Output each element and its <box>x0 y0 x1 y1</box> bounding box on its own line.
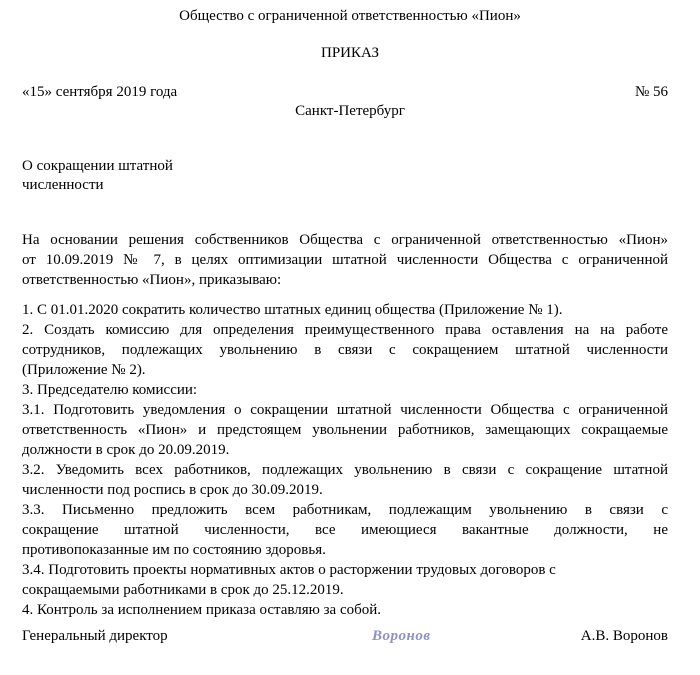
item-3-4-line: сокращаемыми работниками в срок до 25.12.2019. <box>22 582 344 598</box>
item-4: 4. Контроль за исполнением приказа оставляю за собой. <box>22 602 382 618</box>
item-3-1-line: ответственность «Пион» и предстоящем увольнении работников, замещающих сокращаемые <box>22 422 668 438</box>
preamble-line: от 10.09.2019 № 7, в целях оптимизации штатной численности Общества с ограниченной <box>22 252 668 268</box>
item-3-3-line: 3.3. Письменно предложить всем работникам, подлежащим увольнению в связи с <box>22 502 668 518</box>
item-3-2-line: численности под роспись в срок до 30.09.2019. <box>22 482 323 498</box>
order-items <box>22 300 668 620</box>
item-3-1-line: должности в срок до 20.09.2019. <box>22 442 230 458</box>
item-2-line: сотрудников, подлежащих увольнению в связи с сокращением штатной численности <box>22 342 668 358</box>
item-1: 1. С 01.01.2020 сократить количество штатных единиц общества (Приложение № 1). <box>22 302 563 318</box>
subject-line-1: О сокращении штатной <box>22 158 173 174</box>
handwritten-signature: Воронов <box>372 628 431 644</box>
preamble-line: ответственностью «Пион», приказываю: <box>22 272 282 288</box>
item-2-line: (Приложение № 2). <box>22 362 146 378</box>
preamble <box>22 230 668 290</box>
item-3: 3. Председателю комиссии: <box>22 382 198 398</box>
order-number: № 56 <box>634 84 668 100</box>
organization-name: Общество с ограниченной ответственностью «Пион» <box>179 8 521 24</box>
item-3-1-line: 3.1. Подготовить уведомления о сокращении штатной численности Общества с ограниченной <box>22 402 668 418</box>
item-3-2-line: 3.2. Уведомить всех работников, подлежащих увольнению в связи с сокращение штатной <box>22 462 668 478</box>
item-2-line: 2. Создать комиссию для определения преимущественного права оставления на на работе <box>22 322 668 338</box>
city: Санкт-Петербург <box>295 103 405 119</box>
item-3-4-line: 3.4. Подготовить проекты нормативных актов о расторжении трудовых договоров с <box>22 562 556 578</box>
item-3-3-line: сокращение штатной численности, все имеющиеся вакантные должности, не <box>22 522 668 538</box>
order-date: «15» сентября 2019 года <box>22 84 178 100</box>
subject-line-2: численности <box>22 177 104 193</box>
preamble-line: На основании решения собственников Общества с ограниченной ответственностью «Пион» <box>22 232 668 248</box>
item-3-3-line: противопоказанные им по состоянию здоровья. <box>22 542 326 558</box>
document-type-title: ПРИКАЗ <box>321 45 379 61</box>
signatory-name: А.В. Воронов <box>580 628 668 644</box>
signatory-position: Генеральный директор <box>22 628 168 644</box>
